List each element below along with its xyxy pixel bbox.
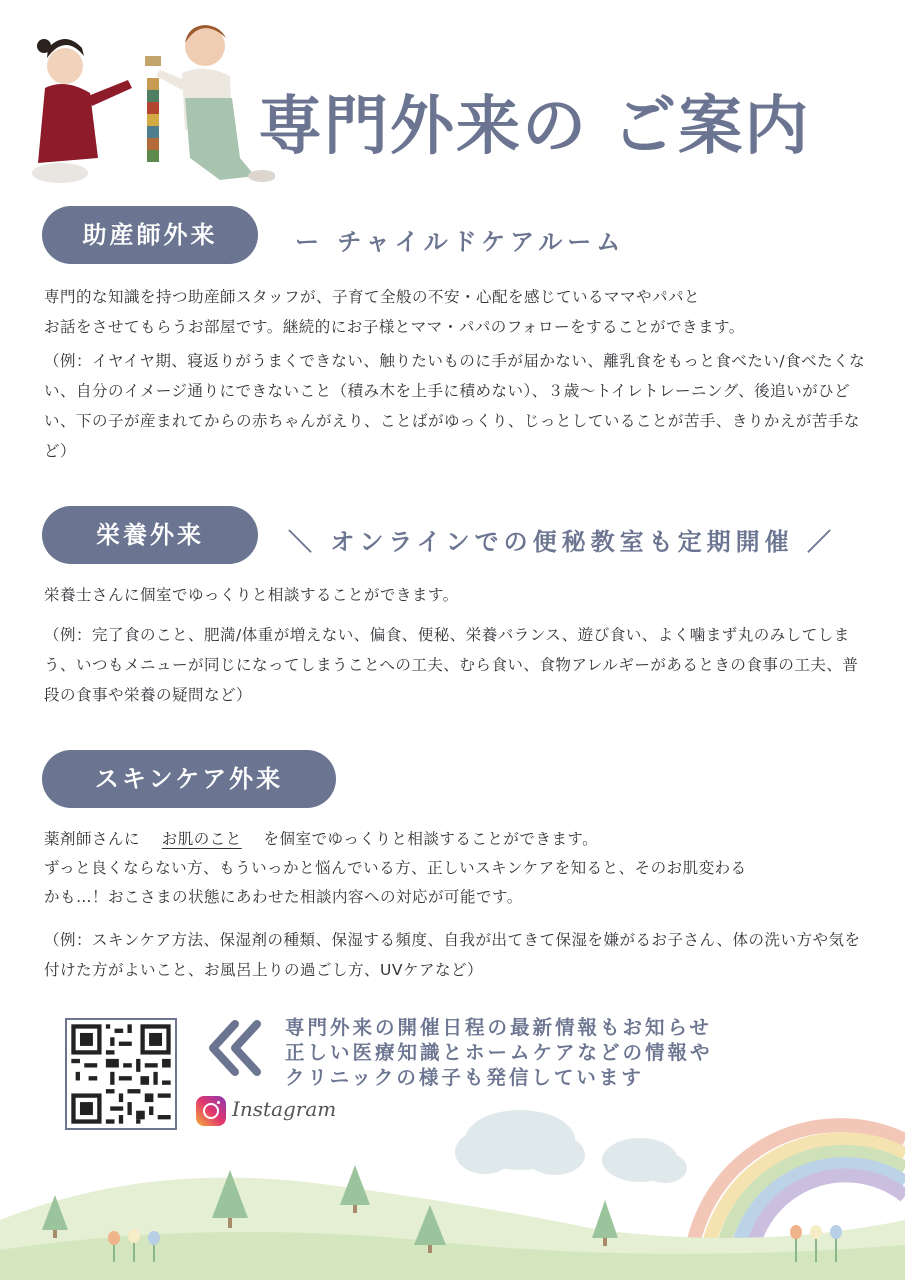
instagram-icon[interactable] (196, 1096, 226, 1126)
skincare-highlight: お肌のこと (161, 830, 242, 848)
midwife-line-2: お話をさせてもらうお部屋です。継続的にお子様とママ・パパのフォローをすることができます。 (44, 318, 745, 336)
skincare-line-2: ずっと良くならない方、もういっかと悩んでいる方、正しいスキンケアを知ると、そのお肌変わる (44, 859, 747, 877)
children-photo (20, 8, 275, 188)
skincare-line-1 (44, 824, 864, 854)
midwife-line-1: 専門的な知識を持つ助産師スタッフが、子育て全般の不安・心配を感じているママやパパと (44, 288, 701, 306)
skincare-section-label: スキンケア外来 (42, 750, 336, 808)
instagram-label[interactable]: Instagram (232, 1097, 337, 1121)
nutrition-example: （例：完了食のこと、肥満/体重が増えない、偏食、便秘、栄養バランス、遊び食い、よく噛まず丸のみしてしまう、いつもメニューが同じになってしまうことへの工夫、むら食い、食物アレルギーがあるときの食事の工夫、普段の食事や栄養の疑問など） (44, 626, 859, 704)
page-title: 専門外来の ご案内 (258, 90, 811, 164)
nutrition-subhead: ＼ オンラインでの便秘教室も定期開催 ／ (288, 528, 836, 556)
qr-pattern (67, 1020, 175, 1128)
skincare-line-3: かも…！おこさまの状態にあわせた相談内容への対応が可能です。 (44, 888, 523, 906)
double-chevron-left-icon (205, 1018, 265, 1078)
skincare-example: （例：スキンケア方法、保湿剤の種類、保湿する頻度、自我が出てきて保湿を嫌がるお子さん、体の洗い方や気を付けた方がよいこと、お風呂上りの過ごし方、UVケアなど） (44, 931, 861, 979)
midwife-section-label: 助産師外来 (42, 206, 258, 264)
skincare-line-1-post: を個室でゆっくりと相談することができます。 (263, 830, 599, 848)
nutrition-section-label: 栄養外来 (42, 506, 258, 564)
sns-info-line-2: 正しい医療知識とホームケアなどの情報や (285, 1041, 713, 1064)
sns-info-line-3: クリニックの様子も発信しています (285, 1066, 644, 1089)
sns-info-line-1: 専門外来の開催日程の最新情報もお知らせ (285, 1016, 712, 1039)
nutrition-line: 栄養士さんに個室でゆっくりと相談することができます。 (44, 586, 459, 604)
qr-code-icon[interactable] (65, 1018, 177, 1130)
skincare-line-1-pre: 薬剤師さんに (44, 830, 141, 848)
midwife-example: （例：イヤイヤ期、寝返りがうまくできない、触りたいものに手が届かない、離乳食をもっと食べたい/食べたくない、自分のイメージ通りにできないこと（積み木を上手に積めない）、３歳〜トイレトレーニング、後追いがひどい、下の子が産まれてからの赤ちゃんがえり、ことばがゆっくり、じっとしていることが苦手、きりかえが苦手など） (44, 352, 866, 460)
midwife-subhead: ー チャイルドケアルーム (295, 228, 626, 256)
